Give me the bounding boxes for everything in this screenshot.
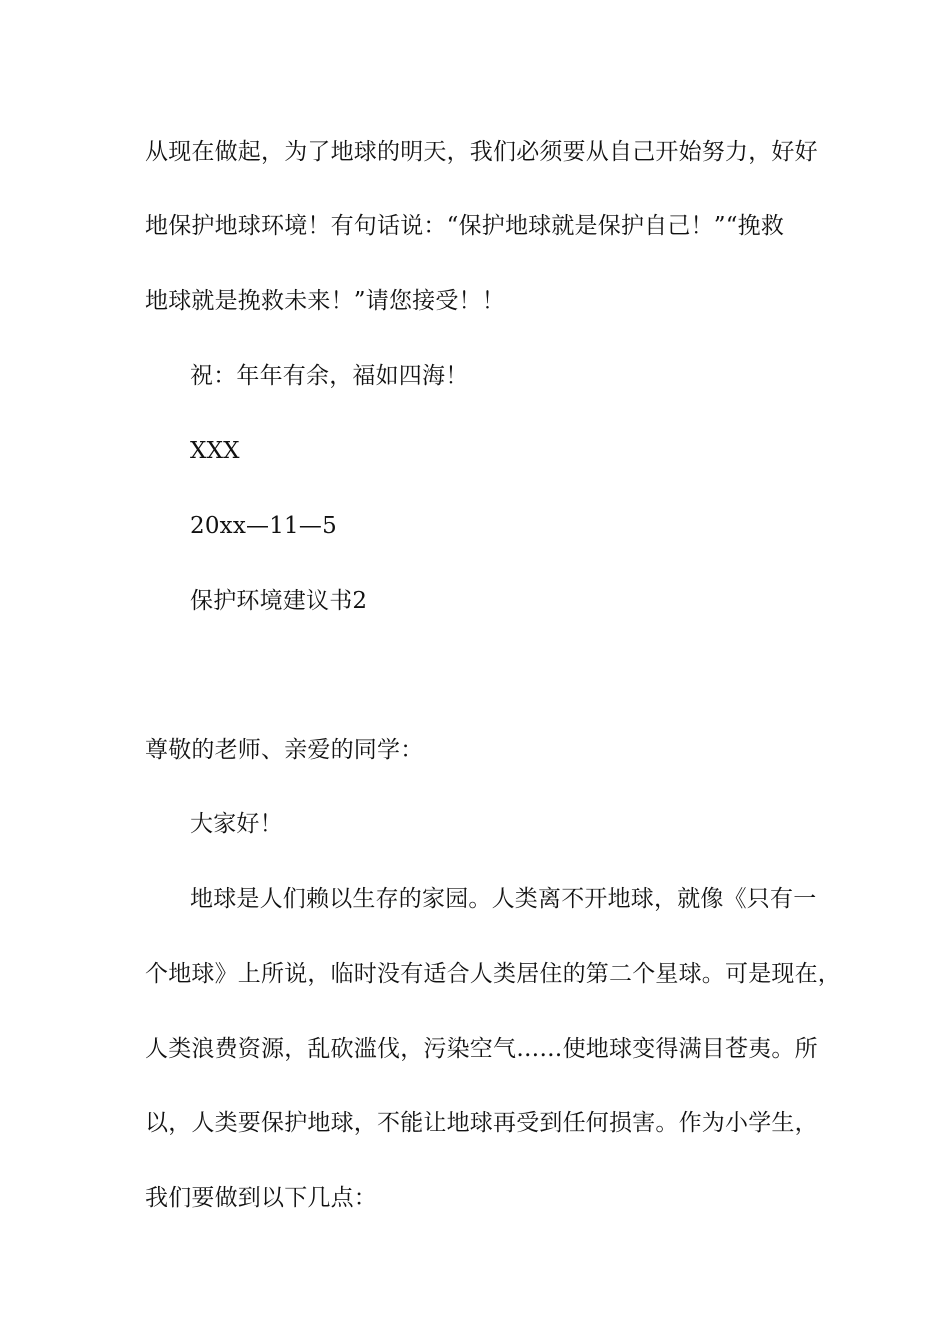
body-text-line: 个地球》上所说，临时没有适合人类居住的第二个星球。可是现在， — [145, 961, 841, 987]
body-text-line: 从现在做起，为了地球的明天，我们必须要从自己开始努力，好好 — [145, 139, 818, 165]
body-text-line: 我们要做到以下几点： — [145, 1185, 377, 1211]
body-text-line: 以，人类要保护地球，不能让地球再受到任何损害。作为小学生， — [145, 1110, 818, 1136]
body-text-line: 地球是人们赖以生存的家园。人类离不开地球，就像《只有一 — [190, 886, 817, 912]
body-text-line: 地保护地球环境！有句话说：“保护地球就是保护自己！”“挽救 — [145, 213, 785, 239]
closing-wish: 祝：年年有余，福如四海！ — [190, 363, 469, 389]
greeting: 大家好！ — [190, 811, 283, 837]
section-title: 保护环境建议书2 — [190, 588, 368, 614]
body-text-line: 地球就是挽救未来！”请您接受！！ — [145, 288, 505, 314]
salutation: 尊敬的老师、亲爱的同学： — [145, 737, 424, 763]
body-text-line: 人类浪费资源，乱砍滥伐，污染空气……使地球变得满目苍夷。所 — [145, 1036, 818, 1062]
date-line: 20xx—11—5 — [190, 513, 337, 539]
signature: XXX — [190, 438, 240, 464]
